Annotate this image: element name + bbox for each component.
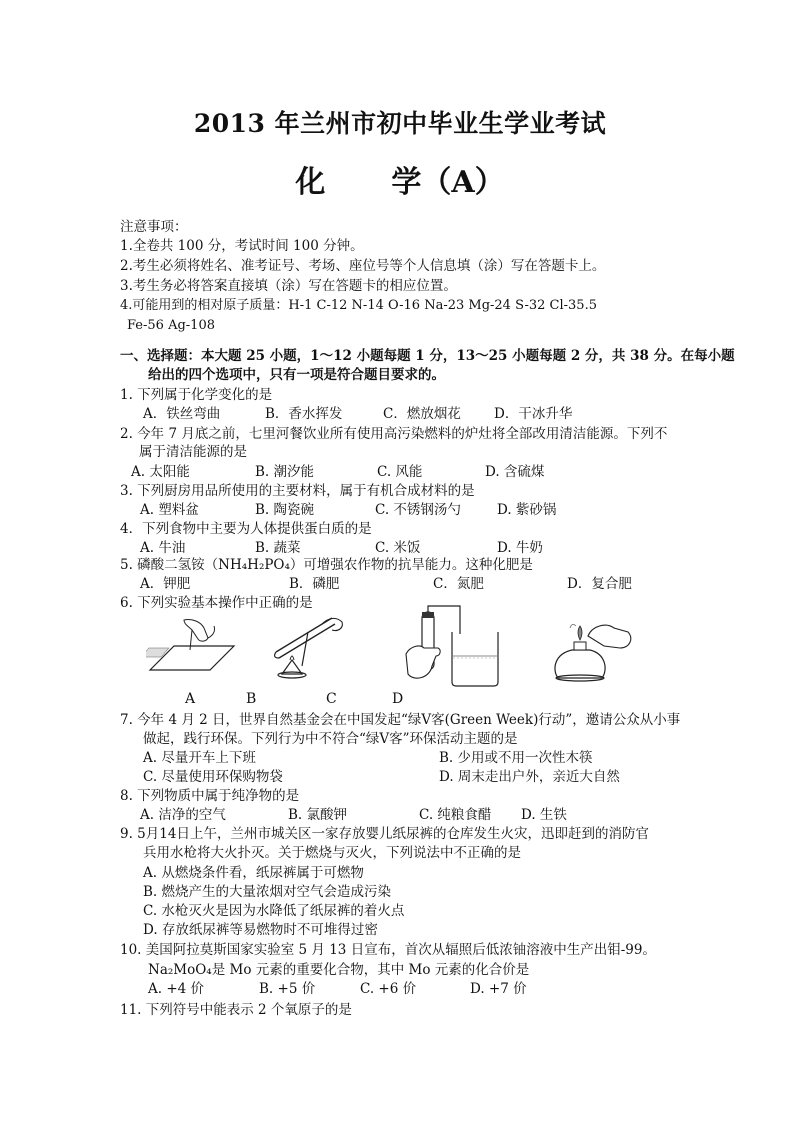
option-c: C．燃放烟花 (383, 406, 461, 422)
option-d: D．复合肥 (567, 576, 632, 592)
exam-title: 2013 年兰州市初中毕业生学业考试 (193, 109, 607, 138)
option-d: D. 紫砂锅 (497, 502, 557, 518)
note-item: 2.考生必须将姓名、准考证号、考场、座位号等个人信息填（涂）写在答题卡上。 (120, 258, 606, 274)
figure-label: C (326, 691, 337, 707)
question-stem: 5. 磷酸二氢铵（NH₄H₂PO₄）可增强农作物的抗旱能力。这种化肥是 (120, 557, 533, 573)
question-stem: 10. 美国阿拉莫斯国家实验室 5 月 13 日宣布，首次从辐照后低浓铀溶液中生产出钼-99。 (120, 942, 656, 958)
section-heading: 给出的四个选项中，只有一项是符合题目要求的。 (148, 367, 445, 383)
option-c: C．氮肥 (433, 576, 484, 592)
airtightness-check-figure (402, 604, 512, 688)
question-stem: 6. 下列实验基本操作中正确的是 (120, 595, 313, 611)
subject-title (0, 157, 800, 201)
option-a: A．铁丝弯曲 (143, 406, 221, 422)
question-stem: Na₂MoO₄是 Mo 元素的重要化合物，其中 Mo 元素的化合价是 (148, 962, 530, 978)
option-b: B. 少用或不用一次性木筷 (439, 750, 593, 766)
option-c: C. +6 价 (360, 981, 417, 997)
option-b: B. +5 价 (259, 981, 316, 997)
question-stem: 9. 5月14日上午，兰州市城关区一家存放婴儿纸尿裤的仓库发生火灾，迅即赶到的消防官 (120, 826, 649, 842)
figure-label: D (392, 691, 404, 707)
option-c: C. 纯粮食醋 (419, 807, 492, 823)
option-a: A．钾肥 (140, 576, 191, 592)
notes-heading: 注意事项： (120, 219, 188, 235)
option-b: B. 陶瓷碗 (255, 502, 315, 518)
question-stem: 1. 下列属于化学变化的是 (120, 387, 273, 403)
option-b: B. 蔬菜 (255, 540, 301, 556)
option-a: A. 塑料盆 (140, 502, 199, 518)
question-stem: 属于清洁能源的是 (139, 444, 247, 460)
note-item: Fe-56 Ag-108 (127, 318, 215, 333)
option-a: A. 牛油 (140, 540, 186, 556)
subject-char: 学（A） (391, 165, 505, 200)
option-c: C. 米饭 (375, 540, 421, 556)
option-b: B．香水挥发 (265, 406, 343, 422)
option-a: A. 洁净的空气 (140, 807, 226, 823)
figure-label: B (246, 691, 257, 707)
option-d: D. 存放纸尿裤等易燃物时不可堆得过密 (143, 922, 378, 938)
figure-label: A (185, 691, 196, 707)
option-b: B．磷肥 (289, 576, 340, 592)
option-d: D. +7 价 (470, 981, 527, 997)
note-item: 3.考生务必将答案直接填（涂）写在答题卡的相应位置。 (120, 278, 457, 294)
section-heading: 一、选择题：本大题 25 小题，1～12 小题每题 1 分，13～25 小题每题 2 分，共 38 分。在每小题 (120, 348, 735, 364)
option-c: C. 不锈钢汤勺 (375, 502, 461, 518)
option-d: D. 生铁 (521, 807, 567, 823)
question-stem: 3. 下列厨房用品所使用的主要材料，属于有机合成材料的是 (120, 483, 475, 499)
subject-char: 化 (295, 165, 326, 200)
question-stem: 做起，践行环保。下列行为中不符合“绿Ⅴ客”环保活动主题的是 (143, 731, 518, 747)
question-stem: 8. 下列物质中属于纯净物的是 (120, 788, 300, 804)
option-d: D. 周末走出户外，亲近大自然 (439, 769, 620, 785)
option-d: D．干冰升华 (494, 406, 573, 422)
option-a: A. 尽量开车上下班 (143, 750, 256, 766)
option-a: A. 从燃烧条件看，纸尿裤属于可燃物 (143, 865, 364, 881)
question-stem: 兵用水枪将大火扑灭。关于燃烧与灭火，下列说法中不正确的是 (143, 845, 521, 861)
alcohol-lamp-figure (548, 618, 638, 682)
question-stem: 7. 今年 4 月 2 日，世界自然基金会在中国发起“绿Ⅴ客(Green Week)行动”，邀请公众从小事 (120, 712, 681, 728)
question-stem: 2. 今年 7 月底之前，七里河餐饮业所有使用高污染燃料的炉灶将全部改用清洁能源。下列不 (120, 426, 668, 442)
heating-tube-figure (262, 608, 350, 680)
option-d: D. 牛奶 (497, 540, 543, 556)
option-c: C. 尽量使用环保购物袋 (143, 769, 283, 785)
note-item: 1.全卷共 100 分，考试时间 100 分钟。 (120, 238, 364, 254)
question-stem: 4．下列食物中主要为人体提供蛋白质的是 (120, 521, 372, 537)
question-stem: 11. 下列符号中能表示 2 个氧原子的是 (120, 1002, 352, 1018)
option-b: B. 燃烧产生的大量浓烟对空气会造成污染 (143, 884, 392, 900)
option-c: C. 水枪灭火是因为水降低了纸尿裤的着火点 (143, 903, 405, 919)
option-c: C. 风能 (377, 464, 423, 480)
option-d: D. 含硫煤 (485, 464, 545, 480)
option-a: A. 太阳能 (131, 464, 190, 480)
option-b: B. 潮汐能 (255, 464, 315, 480)
ph-test-figure (146, 612, 236, 677)
option-b: B. 氯酸钾 (288, 807, 348, 823)
note-item: 4.可能用到的相对原子质量：H-1 C-12 N-14 O-16 Na-23 Mg-24 S-32 Cl-35.5 (120, 298, 597, 313)
option-a: A. +4 价 (148, 981, 205, 997)
